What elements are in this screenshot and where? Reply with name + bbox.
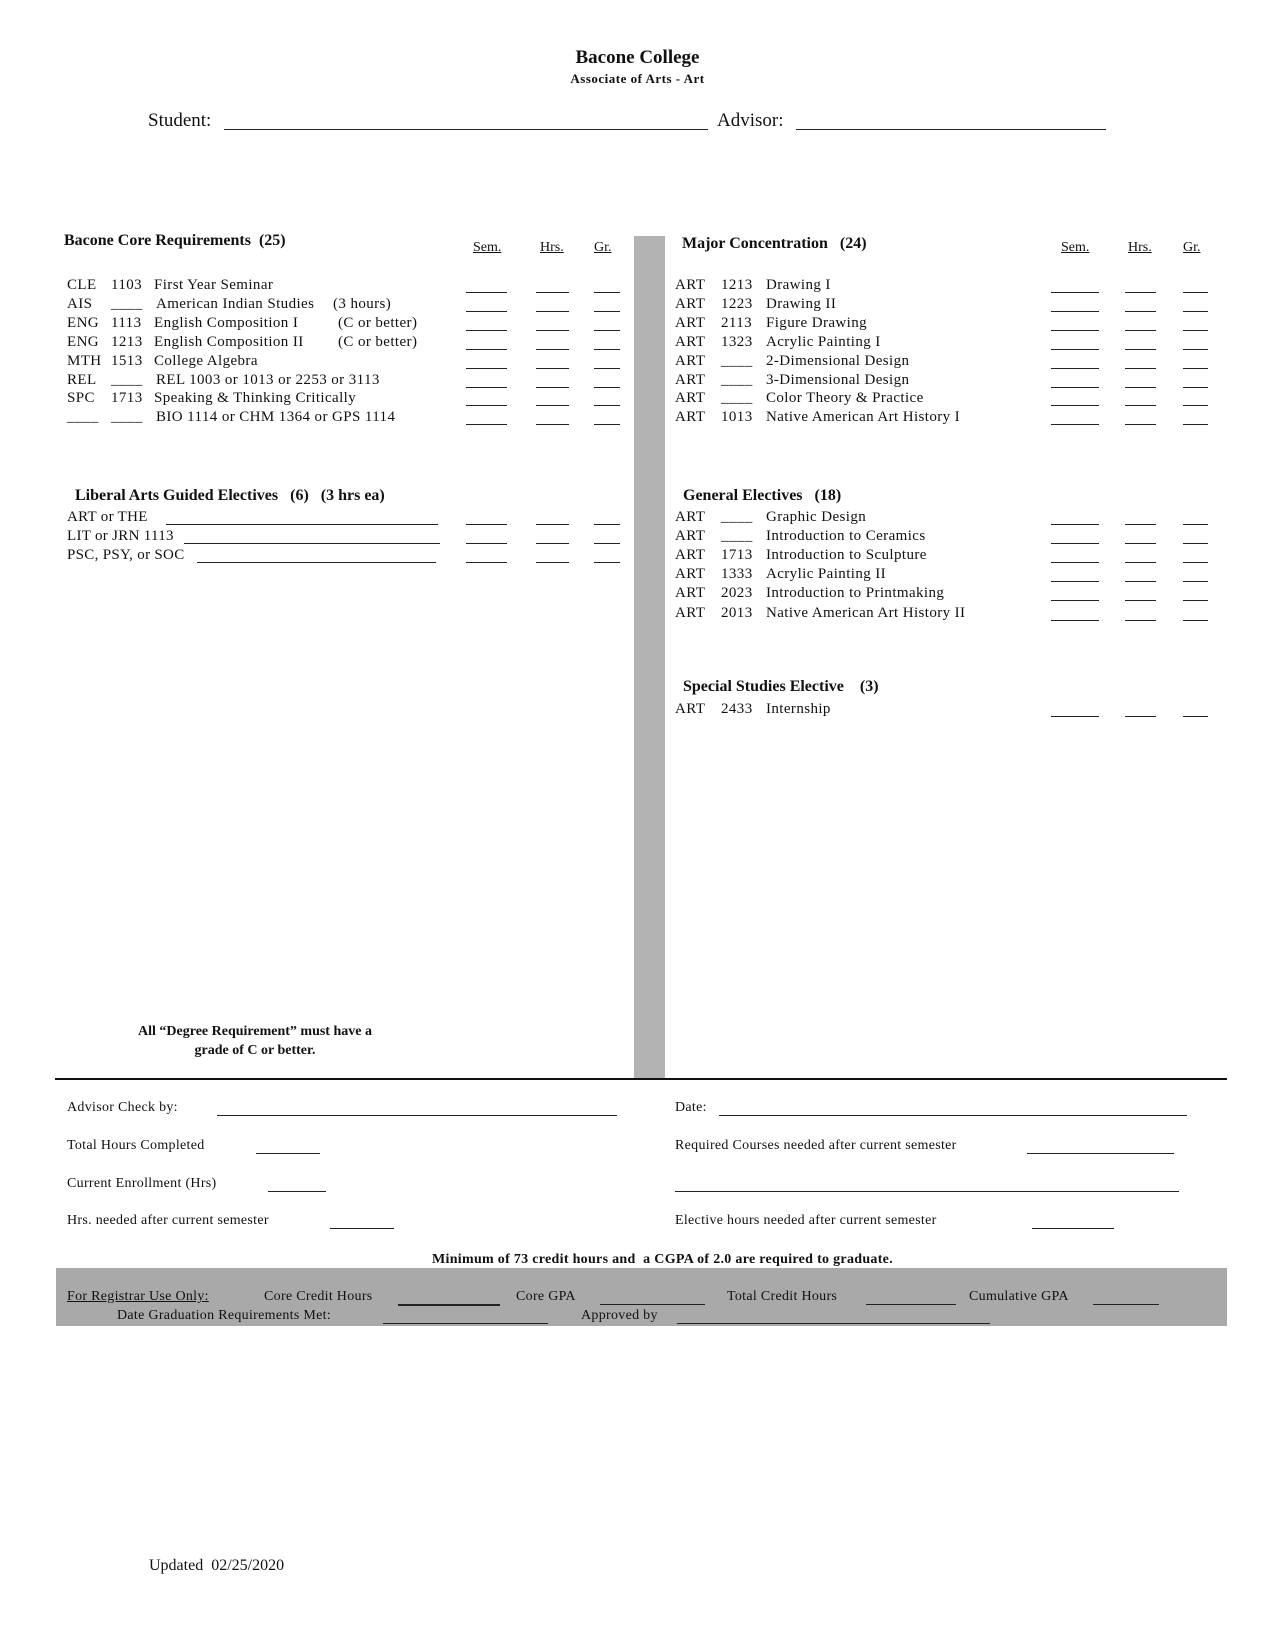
core-title: [56, 214, 286, 250]
course-dept: CLE: [67, 277, 97, 293]
major-course-row: [0, 314, 1275, 333]
course-number: 2113: [721, 314, 753, 331]
course-number: 1213: [111, 333, 143, 350]
sem-field[interactable]: [1051, 354, 1099, 369]
course-name: 3-Dimensional Design: [766, 371, 910, 388]
col-gr-left: Gr.: [594, 240, 612, 255]
total-hours-field[interactable]: [256, 1139, 320, 1154]
sem-field[interactable]: [1051, 316, 1099, 331]
hrs-field[interactable]: [1125, 567, 1156, 582]
course-number: ____: [111, 371, 143, 388]
date-met-field[interactable]: [383, 1309, 548, 1324]
gr-field[interactable]: [1183, 510, 1208, 525]
hrs-field[interactable]: [1125, 335, 1156, 350]
liberal-title-text: Liberal Arts Guided Electives: [75, 487, 279, 504]
course-dept: AIS: [67, 295, 93, 312]
gr-field[interactable]: [1183, 529, 1208, 544]
general-title-text: General Electives: [683, 487, 803, 504]
total-hours-label: Total Hours Completed: [67, 1138, 205, 1153]
course-number: 1713: [721, 547, 753, 564]
course-dept: ART: [675, 566, 706, 583]
course-name: Internship: [766, 701, 831, 717]
course-number: ____: [721, 528, 753, 545]
current-enrollment-label: Current Enrollment (Hrs): [67, 1176, 217, 1191]
col-gr-right: Gr.: [1183, 240, 1201, 255]
degree-note-line2: grade of C or better.: [194, 1043, 316, 1058]
section-rule: [55, 1078, 1227, 1080]
course-name: Introduction to Sculpture: [766, 547, 927, 564]
hrs-field[interactable]: [1125, 529, 1156, 544]
sem-field[interactable]: [1051, 297, 1099, 312]
course-dept: ART: [675, 547, 706, 564]
course-dept: ART: [675, 333, 706, 350]
degree-note-line1: All “Degree Requirement” must have a: [138, 1024, 372, 1039]
updated-date: Updated 02/25/2020: [149, 1557, 285, 1574]
major-course-row: [0, 408, 1275, 427]
course-dept: ART: [675, 390, 706, 407]
hrs-field[interactable]: [1125, 316, 1156, 331]
course-number: 2023: [721, 585, 753, 602]
gr-field[interactable]: [1183, 354, 1208, 369]
liberal-note: (3 hrs ea): [320, 487, 385, 504]
course-number: 1213: [721, 277, 753, 293]
special-course-row: [0, 700, 1275, 719]
course-dept: ART: [675, 352, 706, 369]
major-course-row: [0, 389, 1275, 408]
general-course-row: [0, 546, 1275, 565]
core-credit-field[interactable]: [398, 1290, 500, 1306]
major-course-row: [0, 276, 1275, 295]
elective-label: ART or THE: [67, 509, 148, 525]
course-number: ____: [111, 295, 143, 312]
hrs-field[interactable]: [1125, 373, 1156, 388]
major-course-row: [0, 371, 1275, 390]
gr-field[interactable]: [1183, 567, 1208, 582]
major-title: [674, 217, 867, 253]
course-note: (3 hours): [333, 295, 392, 312]
elective-hours-label: Elective hours needed after current semester: [675, 1213, 937, 1228]
col-sem-left: Sem.: [473, 240, 502, 255]
course-dept: ART: [675, 371, 706, 388]
course-name: Acrylic Painting I: [766, 333, 881, 350]
program-title: Associate of Arts - Art: [570, 71, 705, 86]
special-title-text: Special Studies Elective: [683, 678, 844, 695]
course-number: ____: [721, 390, 753, 407]
course-name: Introduction to Printmaking: [766, 585, 945, 602]
total-credit-field[interactable]: [866, 1290, 956, 1305]
hrs-field[interactable]: [1125, 297, 1156, 312]
sem-field[interactable]: [1051, 606, 1099, 621]
gr-field[interactable]: [1183, 702, 1208, 717]
major-course-row: [0, 352, 1275, 371]
course-number: 1113: [111, 314, 142, 331]
course-name: Introduction to Ceramics: [766, 528, 926, 545]
course-number: ____: [721, 509, 753, 525]
special-credits: (3): [859, 678, 879, 695]
course-number: 1323: [721, 333, 753, 350]
course-dept: ART: [675, 701, 706, 717]
cumulative-gpa-field[interactable]: [1093, 1290, 1159, 1305]
course-name: Graphic Design: [766, 509, 867, 525]
hrs-field[interactable]: [1125, 391, 1156, 406]
course-name: Acrylic Painting II: [766, 566, 887, 583]
course-name: English Composition I: [154, 314, 299, 331]
major-credits: (24): [839, 235, 867, 252]
core-gpa-label: Core GPA: [516, 1289, 576, 1304]
sem-field[interactable]: [1051, 567, 1099, 582]
course-dept: REL: [67, 371, 97, 388]
hrs-field[interactable]: [1125, 586, 1156, 601]
gr-field[interactable]: [1183, 297, 1208, 312]
course-dept: ART: [675, 295, 706, 312]
date-field[interactable]: [719, 1101, 1187, 1116]
course-number: 1013: [721, 409, 753, 426]
sem-field[interactable]: [1051, 529, 1099, 544]
course-dept: ____: [67, 409, 99, 426]
sem-field[interactable]: [1051, 410, 1099, 425]
major-course-row: [0, 333, 1275, 352]
sem-field[interactable]: [1051, 278, 1099, 293]
core-gpa-field[interactable]: [600, 1290, 705, 1305]
general-course-row: [0, 527, 1275, 546]
core-credits: (25): [258, 232, 286, 249]
course-name: American Indian Studies: [156, 295, 315, 312]
sem-field[interactable]: [1051, 548, 1099, 563]
gr-field[interactable]: [1183, 410, 1208, 425]
course-number: 1103: [111, 277, 143, 293]
course-name: First Year Seminar: [154, 277, 274, 293]
course-name: BIO 1114 or CHM 1364 or GPS 1114: [156, 409, 396, 426]
elective-label: LIT or JRN 1113: [67, 527, 174, 544]
advisor-label: Advisor:: [717, 110, 784, 131]
course-dept: ART: [675, 528, 706, 545]
col-hrs-left: Hrs.: [540, 240, 564, 255]
course-number: 1333: [721, 566, 753, 583]
sem-field[interactable]: [1051, 702, 1099, 717]
student-label: Student:: [148, 110, 212, 131]
course-name: English Composition II: [154, 333, 304, 350]
required-courses-field[interactable]: [1027, 1139, 1174, 1154]
college-title: Bacone College: [575, 47, 700, 68]
gr-field[interactable]: [1183, 548, 1208, 563]
course-dept: MTH: [67, 352, 102, 369]
sem-field[interactable]: [1051, 373, 1099, 388]
general-course-row: [0, 604, 1275, 623]
course-note: (C or better): [338, 333, 418, 350]
course-dept: ART: [675, 314, 706, 331]
required-courses-label: Required Courses needed after current semester: [675, 1138, 957, 1153]
course-name: Drawing II: [766, 295, 837, 312]
course-name: Color Theory & Practice: [766, 390, 924, 407]
course-dept: ART: [675, 585, 706, 602]
course-name: Native American Art History I: [766, 409, 961, 426]
course-number: 1513: [111, 352, 143, 369]
course-name: Speaking & Thinking Critically: [154, 390, 357, 407]
sem-field[interactable]: [1051, 510, 1099, 525]
gr-field[interactable]: [1183, 335, 1208, 350]
elective-hours-field[interactable]: [1032, 1214, 1114, 1229]
gr-field[interactable]: [1183, 373, 1208, 388]
course-number: ____: [721, 371, 753, 388]
hrs-field[interactable]: [1125, 278, 1156, 293]
course-name: REL 1003 or 1013 or 2253 or 3113: [156, 371, 380, 388]
hrs-field[interactable]: [1125, 606, 1156, 621]
hrs-needed-field[interactable]: [330, 1214, 394, 1229]
course-dept: ENG: [67, 314, 100, 331]
course-name: College Algebra: [154, 352, 258, 369]
course-number: ____: [721, 352, 753, 369]
sem-field[interactable]: [1051, 335, 1099, 350]
course-name: Drawing I: [766, 277, 831, 293]
course-note: (C or better): [338, 314, 418, 331]
col-sem-right: Sem.: [1061, 240, 1090, 255]
course-dept: ART: [675, 409, 706, 426]
total-credit-label: Total Credit Hours: [727, 1289, 838, 1304]
hrs-field[interactable]: [1125, 410, 1156, 425]
general-credits: (18): [814, 487, 842, 504]
hrs-field[interactable]: [1125, 354, 1156, 369]
gr-field[interactable]: [1183, 606, 1208, 621]
current-enrollment-field[interactable]: [268, 1177, 326, 1192]
course-number: 1223: [721, 295, 753, 312]
approved-by-label: Approved by: [581, 1308, 658, 1323]
hrs-needed-label: Hrs. needed after current semester: [67, 1213, 269, 1228]
course-dept: ENG: [67, 333, 100, 350]
course-number: ____: [111, 409, 143, 426]
core-credit-label: Core Credit Hours: [264, 1289, 373, 1304]
general-title: [675, 469, 841, 505]
course-dept: ART: [675, 277, 706, 293]
core-title-text: Bacone Core Requirements: [64, 232, 251, 249]
liberal-title: [67, 469, 385, 505]
hrs-field[interactable]: [1125, 510, 1156, 525]
course-dept: ART: [675, 604, 706, 621]
gr-field[interactable]: [1183, 586, 1208, 601]
course-number: 2013: [721, 604, 753, 621]
sem-field[interactable]: [1051, 391, 1099, 406]
hrs-field[interactable]: [1125, 548, 1156, 563]
required-courses-field-2[interactable]: [675, 1177, 1179, 1192]
special-title: [675, 660, 879, 696]
course-number: 1713: [111, 390, 143, 407]
col-hrs-right: Hrs.: [1128, 240, 1152, 255]
general-course-row: [0, 584, 1275, 603]
gr-field[interactable]: [1183, 316, 1208, 331]
student-field[interactable]: [224, 112, 708, 130]
course-name: Native American Art History II: [766, 604, 966, 621]
hrs-field[interactable]: [1125, 702, 1156, 717]
course-name: Figure Drawing: [766, 314, 867, 331]
gr-field[interactable]: [1183, 278, 1208, 293]
course-number: 2433: [721, 701, 753, 717]
advisor-field[interactable]: [796, 112, 1106, 130]
course-dept: SPC: [67, 390, 95, 407]
date-met-label: Date Graduation Requirements Met:: [117, 1308, 332, 1323]
advisor-check-label: Advisor Check by:: [67, 1100, 178, 1115]
minimum-requirement-note: Minimum of 73 credit hours and a CGPA of 2.0 are required to graduate.: [432, 1252, 893, 1267]
general-course-row: [0, 508, 1275, 527]
registrar-label: For Registrar Use Only:: [67, 1289, 209, 1304]
cumulative-gpa-label: Cumulative GPA: [969, 1289, 1069, 1304]
sem-field[interactable]: [1051, 586, 1099, 601]
major-title-text: Major Concentration: [682, 235, 828, 252]
course-name: 2-Dimensional Design: [766, 352, 910, 369]
date-label: Date:: [675, 1100, 707, 1115]
gr-field[interactable]: [1183, 391, 1208, 406]
liberal-credits: (6): [290, 487, 309, 504]
elective-label: PSC, PSY, or SOC: [67, 546, 185, 563]
major-course-row: [0, 295, 1275, 314]
advisor-check-field[interactable]: [217, 1101, 617, 1116]
general-course-row: [0, 565, 1275, 584]
approved-by-field[interactable]: [677, 1309, 990, 1324]
course-dept: ART: [675, 509, 706, 525]
